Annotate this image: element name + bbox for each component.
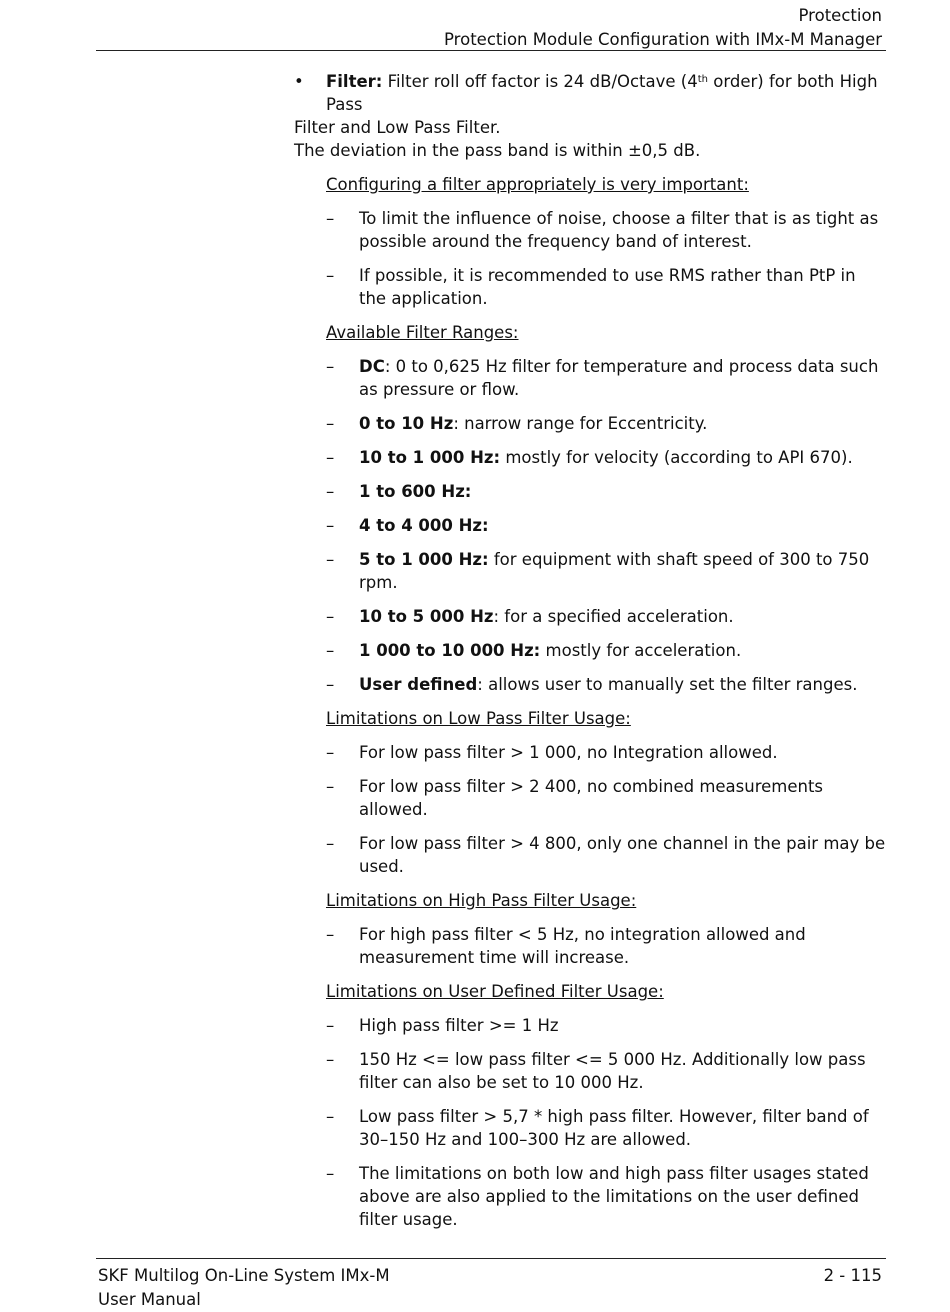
dash-icon: – <box>326 516 335 535</box>
item-term: User defined <box>359 675 478 694</box>
dash-icon: – <box>326 1164 335 1183</box>
item-text: : narrow range for Eccentricity. <box>453 414 708 433</box>
item-text: for equipment with shaft speed of 300 to 750 rpm. <box>359 550 870 592</box>
item-term: 1 to 600 Hz: <box>359 482 472 501</box>
item-text: The limitations on both low and high pass filter usages stated above are also applied to the limitations on the user defined filter usage. <box>359 1164 869 1229</box>
list-item <box>326 207 886 253</box>
list-item <box>326 355 886 401</box>
footer-product: SKF Multilog On-Line System IMx-M <box>98 1266 390 1285</box>
list-item <box>326 775 886 821</box>
item-text: mostly for acceleration. <box>540 641 742 660</box>
list-item <box>326 923 886 969</box>
dash-icon: – <box>326 743 335 762</box>
dash-icon: – <box>326 675 335 694</box>
item-text: For high pass filter < 5 Hz, no integration allowed and measurement time will increase. <box>359 925 806 967</box>
item-text: For low pass filter > 1 000, no Integration allowed. <box>359 743 778 762</box>
page-number: 2 - 115 <box>823 1266 882 1285</box>
dash-icon: – <box>326 1107 335 1126</box>
dash-icon: – <box>326 414 335 433</box>
item-text: Low pass filter > 5,7 * high pass filter. However, filter band of 30–150 Hz and 100–300 Hz are allowed. <box>359 1107 869 1149</box>
item-text: For low pass filter > 2 400, no combined measurements allowed. <box>359 777 824 819</box>
deviation-text: The deviation in the pass band is within ±0,5 dB. <box>294 141 701 160</box>
header-section: Protection <box>798 6 882 25</box>
item-text: To limit the influence of noise, choose a filter that is as tight as possible around the frequency band of interest. <box>359 209 879 251</box>
item-text: 150 Hz <= low pass filter <= 5 000 Hz. Additionally low pass filter can also be set to 10 000 Hz. <box>359 1050 866 1092</box>
list-item <box>326 264 886 310</box>
list-item <box>326 480 886 503</box>
list-item <box>326 741 886 764</box>
list-item <box>326 1105 886 1151</box>
section-heading: Limitations on Low Pass Filter Usage: <box>326 709 631 728</box>
list-item <box>326 446 886 469</box>
dash-icon: – <box>326 834 335 853</box>
header-subsection: Protection Module Configuration with IMx-M Manager <box>444 30 882 49</box>
filter-sections <box>326 173 886 1231</box>
list-item <box>326 1048 886 1094</box>
header-rule <box>96 50 886 51</box>
dash-icon: – <box>326 448 335 467</box>
footer-rule <box>96 1258 886 1259</box>
dash-icon: – <box>326 550 335 569</box>
main-content <box>294 70 886 1242</box>
page-header <box>96 4 882 52</box>
list-item <box>326 639 886 662</box>
item-text: If possible, it is recommended to use RMS rather than PtP in the application. <box>359 266 856 308</box>
dash-icon: – <box>326 482 335 501</box>
list-item <box>326 832 886 878</box>
dash-icon: – <box>326 641 335 660</box>
dash-icon: – <box>326 1016 335 1035</box>
filter-bullet <box>294 70 886 139</box>
list-item <box>326 673 886 696</box>
filter-label: Filter: <box>326 72 383 91</box>
item-term: 10 to 5 000 Hz <box>359 607 494 626</box>
section-heading: Available Filter Ranges: <box>326 323 519 342</box>
item-term: 5 to 1 000 Hz: <box>359 550 489 569</box>
list-item <box>326 1014 886 1037</box>
dash-icon: – <box>326 266 335 285</box>
dash-icon: – <box>326 607 335 626</box>
item-text: : allows user to manually set the filter ranges. <box>477 675 858 694</box>
dash-icon: – <box>326 925 335 944</box>
dash-icon: – <box>326 209 335 228</box>
bullet-icon: • <box>294 72 304 91</box>
item-text: mostly for velocity (according to API 670). <box>500 448 853 467</box>
dash-icon: – <box>326 777 335 796</box>
item-term: 10 to 1 000 Hz: <box>359 448 501 467</box>
page-footer <box>98 1264 882 1312</box>
filter-line2: Filter and Low Pass Filter. <box>294 118 501 137</box>
section-heading: Limitations on High Pass Filter Usage: <box>326 891 637 910</box>
item-term: 1 000 to 10 000 Hz: <box>359 641 541 660</box>
item-text: : 0 to 0,625 Hz filter for temperature and process data such as pressure or flow. <box>359 357 879 399</box>
item-term: 4 to 4 000 Hz: <box>359 516 489 535</box>
list-item <box>326 514 886 537</box>
dash-icon: – <box>326 357 335 376</box>
section-heading: Configuring a filter appropriately is very important: <box>326 175 749 194</box>
dash-icon: – <box>326 1050 335 1069</box>
section-heading: Limitations on User Defined Filter Usage: <box>326 982 664 1001</box>
list-item <box>326 548 886 594</box>
list-item <box>326 605 886 628</box>
list-item <box>326 412 886 435</box>
item-term: 0 to 10 Hz <box>359 414 454 433</box>
filter-text-b: order) for both High Pass <box>326 72 878 114</box>
item-text: : for a specified acceleration. <box>493 607 734 626</box>
item-term: DC <box>359 357 385 376</box>
filter-text-a: Filter roll off factor is 24 dB/Octave (4 <box>382 72 698 91</box>
list-item <box>326 1162 886 1231</box>
filter-sup: th <box>697 74 709 85</box>
item-text: For low pass filter > 4 800, only one channel in the pair may be used. <box>359 834 886 876</box>
item-text: High pass filter >= 1 Hz <box>359 1016 559 1035</box>
footer-manual: User Manual <box>98 1290 201 1309</box>
